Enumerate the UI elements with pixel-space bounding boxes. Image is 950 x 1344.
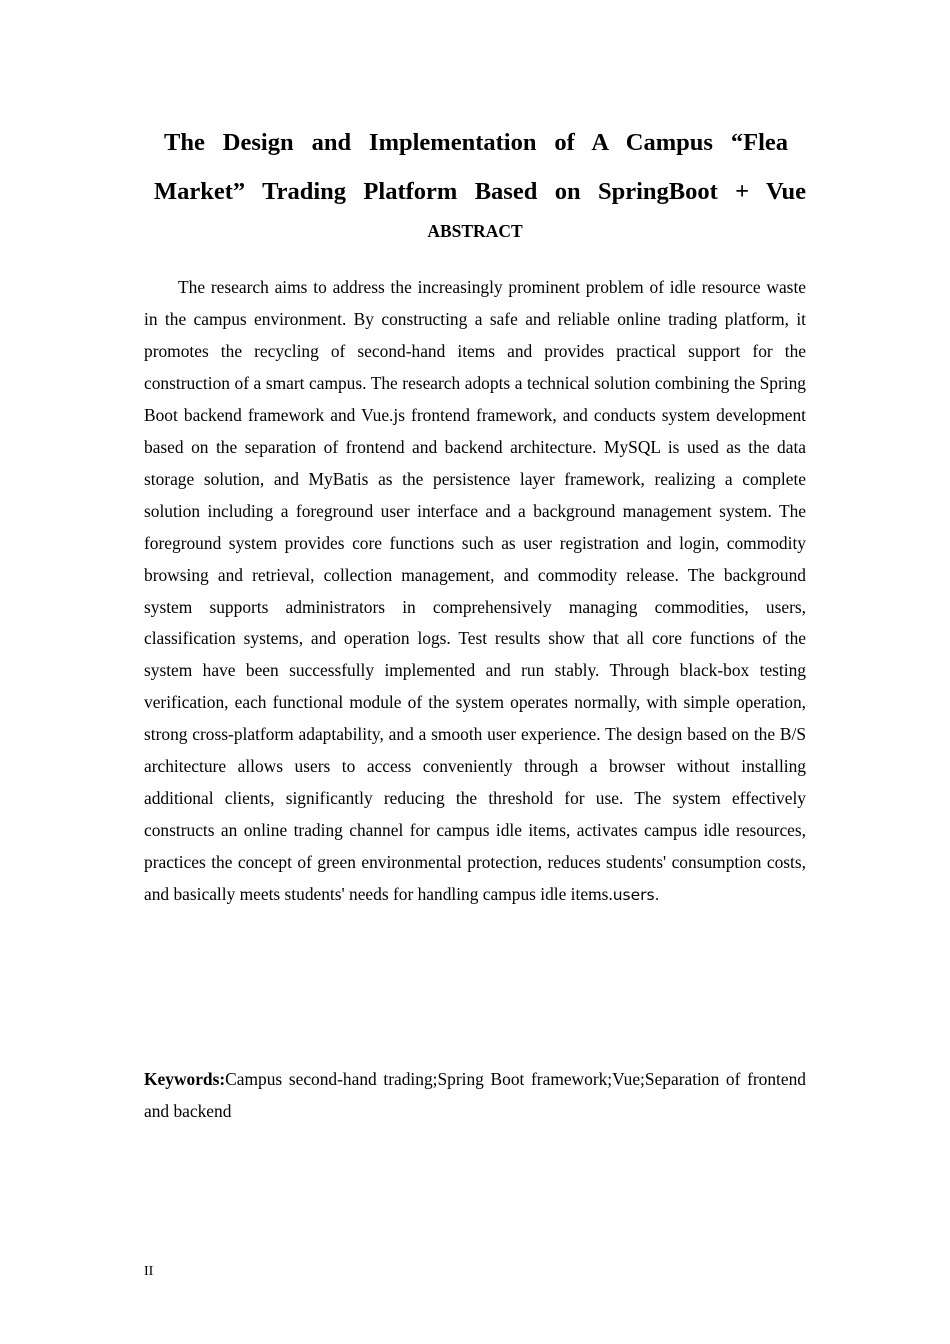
abstract-paragraph — [144, 272, 806, 912]
keywords-paragraph — [144, 1063, 806, 1127]
paper-title — [144, 118, 806, 216]
abstract-heading: ABSTRACT — [427, 221, 523, 241]
page-number: II — [144, 1264, 154, 1279]
keywords-label: Keywords: — [144, 1069, 226, 1089]
keywords-text: Campus second-hand trading;Spring Boot framework;Vue;Separation of frontend and backend — [144, 1069, 806, 1121]
paper-title-line-2: Market” Trading Platform Based on SpringBoot + Vue — [154, 178, 806, 205]
abstract-trailing-word: users. — [612, 886, 660, 905]
paper-title-line-1: The Design and Implementation of A Campus “Flea — [164, 129, 788, 156]
abstract-text: The research aims to address the increasingly prominent problem of idle resource waste in the campus environment. By constructing a safe and reliable online trading platform, it promotes the recycling of second-hand items and provides practical support for the construction of a smart campus. The research adopts a technical solution combining the Spring Boot backend framework and Vue.js frontend framework, and conducts system development based on the separation of frontend and backend architecture. MySQL is used as the data storage solution, and MyBatis as the persistence layer framework, realizing a complete solution including a foreground user interface and a background management system. The foreground system provides core functions such as user registration and login, commodity browsing and retrieval, collection management, and commodity release. The background system supports administrators in comprehensively managing commodities, users, classification systems, and operation logs. Test results show that all core functions of the system have been successfully implemented and run stably. Through black-box testing verification, each functional module of the system operates normally, with simple operation, strong cross-platform adaptability, and a smooth user experience. The design based on the B/S architecture allows users to access conveniently through a browser without installing additional clients, significantly reducing the threshold for use. The system effectively constructs an online trading channel for campus idle items, activates campus idle resources, practices the concept of green environmental protection, reduces students' consumption costs, and basically meets students' needs for handling campus idle items. — [144, 277, 806, 905]
